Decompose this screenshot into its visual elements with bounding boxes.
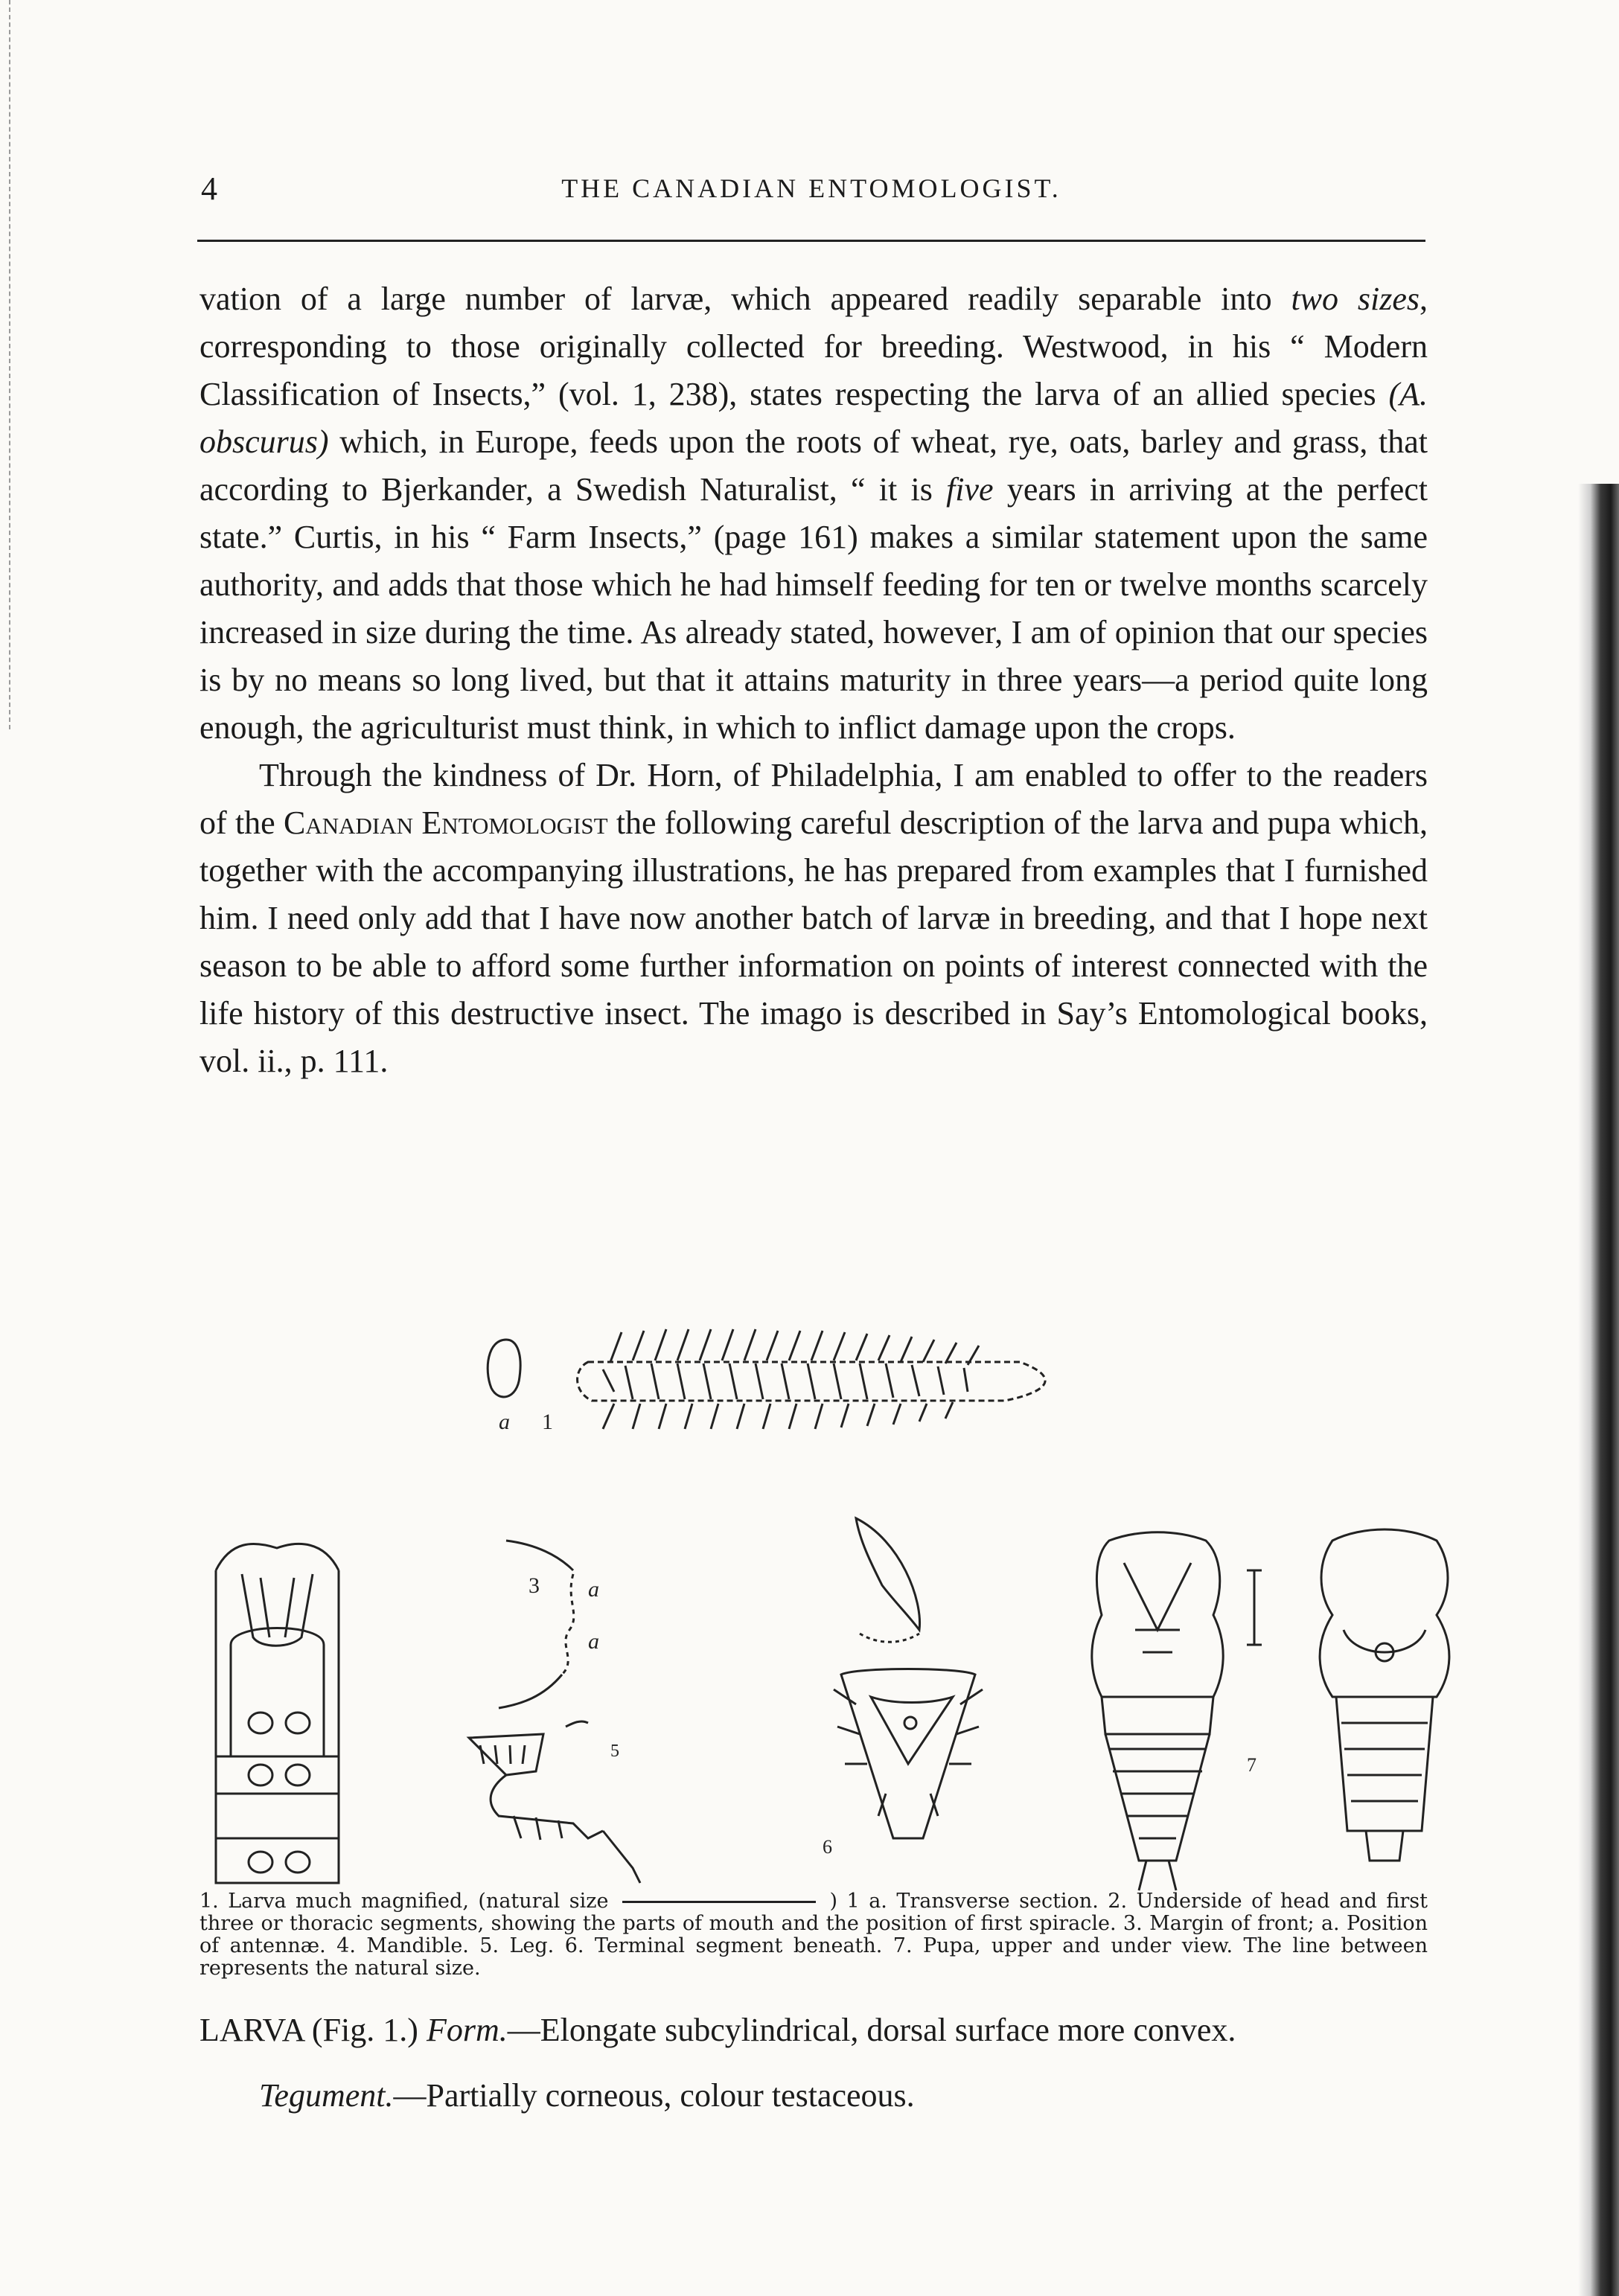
larva-heading: LARVA (Fig. 1.) [199,2012,427,2048]
label-7: 7 [1247,1754,1256,1776]
p1-italic-two-sizes: two sizes [1291,281,1420,317]
head-underside-drawing [216,1544,339,1883]
form-description: —Elongate subcylindrical, dorsal surface more convex. [507,2012,1236,2048]
running-head [201,170,1422,214]
label-1: 1 [542,1410,553,1434]
larva-magnified-drawing [578,1329,1046,1429]
p2-smallcaps-journal: Canadian Entomologist [284,805,608,841]
p1-text-g: years in arriving at the perfect state.” Curtis, in his “ Farm Insects,” (page 161) makes a similar statement upon the same authority, and adds that those which he had himself feeding for ten or twelve months scarcely increased in size during the time. As already stated, however, I am of opinion that our species is by no means so long lived, but that it attains maturity in three years—a period quite long enough, the agriculturist must think, in which to inflict damage upon the crops. [199,471,1428,746]
caption-natural-size-line [622,1901,816,1903]
natural-size-scale-line [1247,1570,1262,1645]
paragraph-1 [199,275,1428,752]
figure-caption [199,1890,1428,1980]
p1-text-e: which, in Europe, feeds upon the roots of wheat, rye, oats, barley and grass, that according to Bjerkander, a Swedish Naturalist, “ it is [199,423,1428,508]
label-1a: a [499,1410,510,1434]
left-margin-mark [9,0,13,729]
form-italic-term: Form. [426,2012,508,2048]
paragraph-2 [199,752,1428,1085]
journal-title: THE CANADIAN ENTOMOLOGIST. [561,173,1061,203]
p2-text-c: the following careful description of the larva and pupa which, together with the accompanying illustrations, he has prepared from examples that I furnished him. I need only add that I have now another batch of larvæ in breeding, and that I hope next season to be able to afford some further information on points of interest connected with the life history of this destructive insect. The imago is described in Say’s Entomological books, vol. ii., p. 111. [199,805,1428,1079]
figure-illustration [186,1317,1452,1898]
p1-italic-species: (A. obscurus) [199,376,1428,460]
larva-description [199,2006,1428,2137]
caption-text-b: ) 1 a. Transverse section. 2. Underside of head and first three or thoracic segments, showing the parts of mouth and the position of first spiracle. 3. Margin of front; a. Position of antennæ. 4. Mandible. 5. Leg. 6. Terminal segment beneath. 7. Pupa, upper and under view. The line between represents the natural size. [199,1890,1428,1980]
p1-italic-five: five [946,471,994,508]
p2-text-a: Through the kindness of Dr. Horn, of Philadelphia, I am enabled to offer to the readers of the [199,757,1428,841]
transverse-section-drawing [488,1340,520,1397]
caption-text [199,1890,1428,1980]
body-text [199,275,1428,1085]
label-6: 6 [823,1836,832,1858]
label-3: 3 [529,1573,540,1598]
p1-text-a: vation of a large number of larvæ, which appeared readily separable into [199,281,1291,317]
p1-text-c: , corresponding to those originally collected for breeding. Westwood, in his “ Modern Classification of Insects,” (vol. 1, 238), states respecting the larva of an allied species [199,281,1428,412]
book-binding-edge [1578,484,1619,2296]
tegument-italic-term: Tegument. [259,2077,394,2114]
label-5: 5 [610,1742,619,1761]
larva-pupa-figure [186,1317,1452,1898]
front-margin-drawing [499,1541,574,1708]
mandible-drawing [856,1518,920,1642]
tegument-paragraph [199,2071,1428,2120]
header-rule [197,240,1425,242]
label-3-a-lower: a [588,1629,599,1654]
page-number: 4 [201,170,217,207]
terminal-segment-drawing [834,1669,983,1839]
pupa-upper-view-drawing [1092,1532,1223,1890]
label-3-a-upper: a [588,1577,599,1602]
larva-form-paragraph [199,2006,1428,2055]
pupa-under-view-drawing [1320,1529,1449,1861]
tegument-description: —Partially corneous, colour testaceous. [393,2077,915,2114]
caption-text-a: 1. Larva much magnified, (natural size [199,1890,609,1913]
